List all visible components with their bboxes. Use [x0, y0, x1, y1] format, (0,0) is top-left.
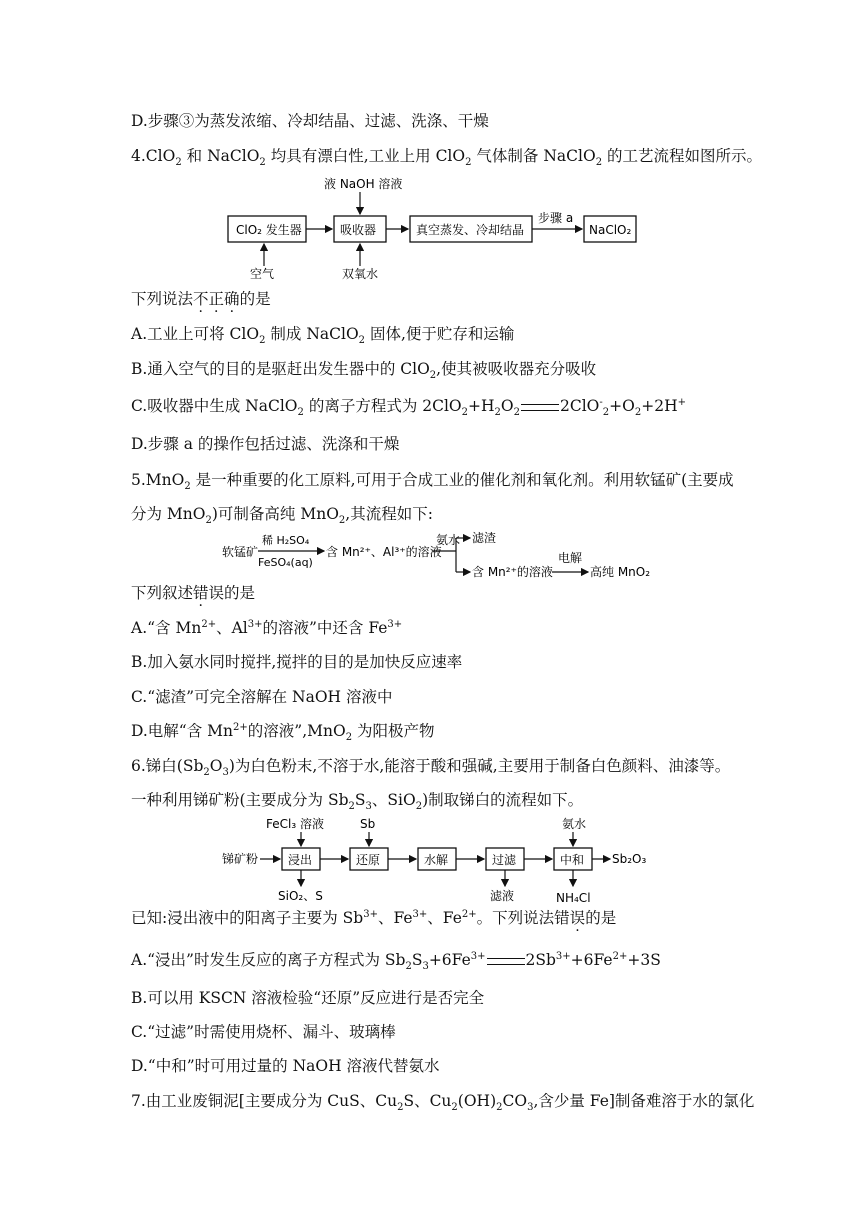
option-d-prev: D.步骤③为蒸发浓缩、冷却结晶、过滤、洗涤、干燥 — [131, 112, 489, 130]
question-6-line2: 一种利用锑矿粉(主要成分为 $Sb_2S_3$、SiO$_2$)制取锑白的流程如下。 — [131, 791, 584, 813]
svg-text:步骤 a: 步骤 a — [538, 211, 574, 225]
q5-option-b: B.加入氨水同时搅拌,搅拌的目的是加快反应速率 — [131, 653, 463, 671]
question-7-line1: 7.由工业废铜泥[主要成分为 CuS、$Cu_2S$、$Cu_2(OH)_2CO_3$,含少量 Fe]制备难溶于水的氯化 — [131, 1092, 755, 1114]
question-6-line1: 6.锑白$(Sb_2O_3)$为白色粉末,不溶于水,能溶于酸和强碱,主要用于制备白色颜料、油漆等。 — [131, 757, 731, 779]
svg-text:空气: 空气 — [250, 267, 275, 281]
svg-text:浸出: 浸出 — [288, 853, 313, 867]
question-5-stem: 下列叙述错误的是 — [131, 584, 256, 602]
svg-text:稀 H₂SO₄: 稀 H₂SO₄ — [262, 534, 310, 547]
svg-text:滤渣: 滤渣 — [472, 531, 497, 545]
svg-text:NaClO₂: NaClO₂ — [589, 223, 632, 237]
svg-text:Sb₂O₃: Sb₂O₃ — [612, 852, 647, 866]
svg-text:锑矿粉: 锑矿粉 — [222, 852, 259, 866]
q6-option-b: B.可以用 KSCN 溶液检验“还原”反应进行是否完全 — [131, 989, 485, 1007]
svg-text:氨水: 氨水 — [436, 533, 461, 547]
svg-text:NH₄Cl: NH₄Cl — [556, 891, 591, 905]
clo2-process-diagram — [224, 174, 644, 282]
equals-sign — [487, 958, 525, 965]
sb2o3-process-diagram — [222, 814, 672, 906]
svg-text:FeSO₄(aq): FeSO₄(aq) — [258, 556, 313, 569]
svg-text:SiO₂、S: SiO₂、S — [278, 889, 323, 903]
svg-text:吸收器: 吸收器 — [340, 223, 377, 237]
q4-option-b: B.通入空气的目的是驱赶出发生器中的 ClO$_2$,使其被吸收器充分吸收 — [131, 360, 597, 382]
svg-text:氨水: 氨水 — [562, 817, 587, 831]
q4-option-c: C.吸收器中生成 NaClO$_2$ 的离子方程式为 $2ClO_2+H_2O_2$ $2ClO^-_2+O_2+2H^+$ — [131, 396, 686, 419]
q6-option-a: A.“浸出”时发生反应的离子方程式为 $Sb_2S_3+6Fe^{3+}$ $2Sb^{3+}+6Fe^{2+}+3S$ — [131, 950, 661, 973]
q5-option-a: A.“含 $Mn^{2+}$、$Al^{3+}$的溶液”中还含 $Fe^{3+}$ — [131, 618, 403, 637]
svg-text:含 Mn²⁺、Al³⁺的溶液: 含 Mn²⁺、Al³⁺的溶液 — [326, 545, 442, 559]
q5-option-d: D.电解“含 $Mn^{2+}$的溶液”,MnO$_2$ 为阳极产物 — [131, 721, 435, 744]
svg-text:过滤: 过滤 — [492, 853, 517, 867]
svg-text:ClO₂ 发生器: ClO₂ 发生器 — [236, 223, 302, 237]
question-4-title: 4.ClO$_2$ 和 NaClO$_2$ 均具有漂白性,工业上用 ClO$_2$ 气体制备 NaClO$_2$ 的工艺流程如图所示。 — [131, 147, 763, 169]
svg-text:滤液: 滤液 — [490, 889, 515, 903]
naoh-label: 液 NaOH 溶液 — [324, 177, 403, 191]
question-5-line2: 分为 MnO$_2$)可制备高纯 MnO$_2$,其流程如下: — [131, 505, 433, 527]
q6-option-d: D.“中和”时可用过量的 NaOH 溶液代替氨水 — [131, 1057, 440, 1075]
q4-option-d: D.步骤 a 的操作包括过滤、洗涤和干燥 — [131, 435, 400, 453]
question-6-known: 已知:浸出液中的阳离子主要为 $Sb^{3+}$、$Fe^{3+}$、$Fe^{2+}$。下列说法错误的是 — [131, 908, 617, 927]
svg-text:水解: 水解 — [424, 853, 449, 867]
q5-option-c: C.“滤渣”可完全溶解在 NaOH 溶液中 — [131, 688, 393, 706]
svg-text:Sb: Sb — [360, 817, 376, 831]
svg-text:双氧水: 双氧水 — [342, 267, 379, 281]
svg-text:FeCl₃ 溶液: FeCl₃ 溶液 — [266, 817, 324, 831]
svg-text:高纯 MnO₂: 高纯 MnO₂ — [590, 565, 651, 579]
equals-sign — [521, 404, 559, 411]
svg-text:还原: 还原 — [356, 853, 381, 867]
svg-text:真空蒸发、冷却结晶: 真空蒸发、冷却结晶 — [416, 223, 525, 237]
q4-option-a: A.工业上可将 ClO$_2$ 制成 NaClO$_2$ 固体,便于贮存和运输 — [131, 325, 515, 347]
question-5-line1: 5.MnO$_2$ 是一种重要的化工原料,可用于合成工业的催化剂和氧化剂。利用软锰矿(主要成 — [131, 471, 734, 493]
question-4-stem: 下列说法不正确的是 — [131, 290, 271, 308]
svg-text:中和: 中和 — [560, 853, 585, 867]
q6-option-c: C.“过滤”时需使用烧杯、漏斗、玻璃棒 — [131, 1023, 396, 1041]
mno2-process-diagram — [222, 528, 652, 582]
svg-text:软锰矿: 软锰矿 — [222, 545, 259, 559]
svg-text:电解: 电解 — [558, 551, 583, 565]
svg-text:含 Mn²⁺的溶液: 含 Mn²⁺的溶液 — [472, 565, 553, 579]
